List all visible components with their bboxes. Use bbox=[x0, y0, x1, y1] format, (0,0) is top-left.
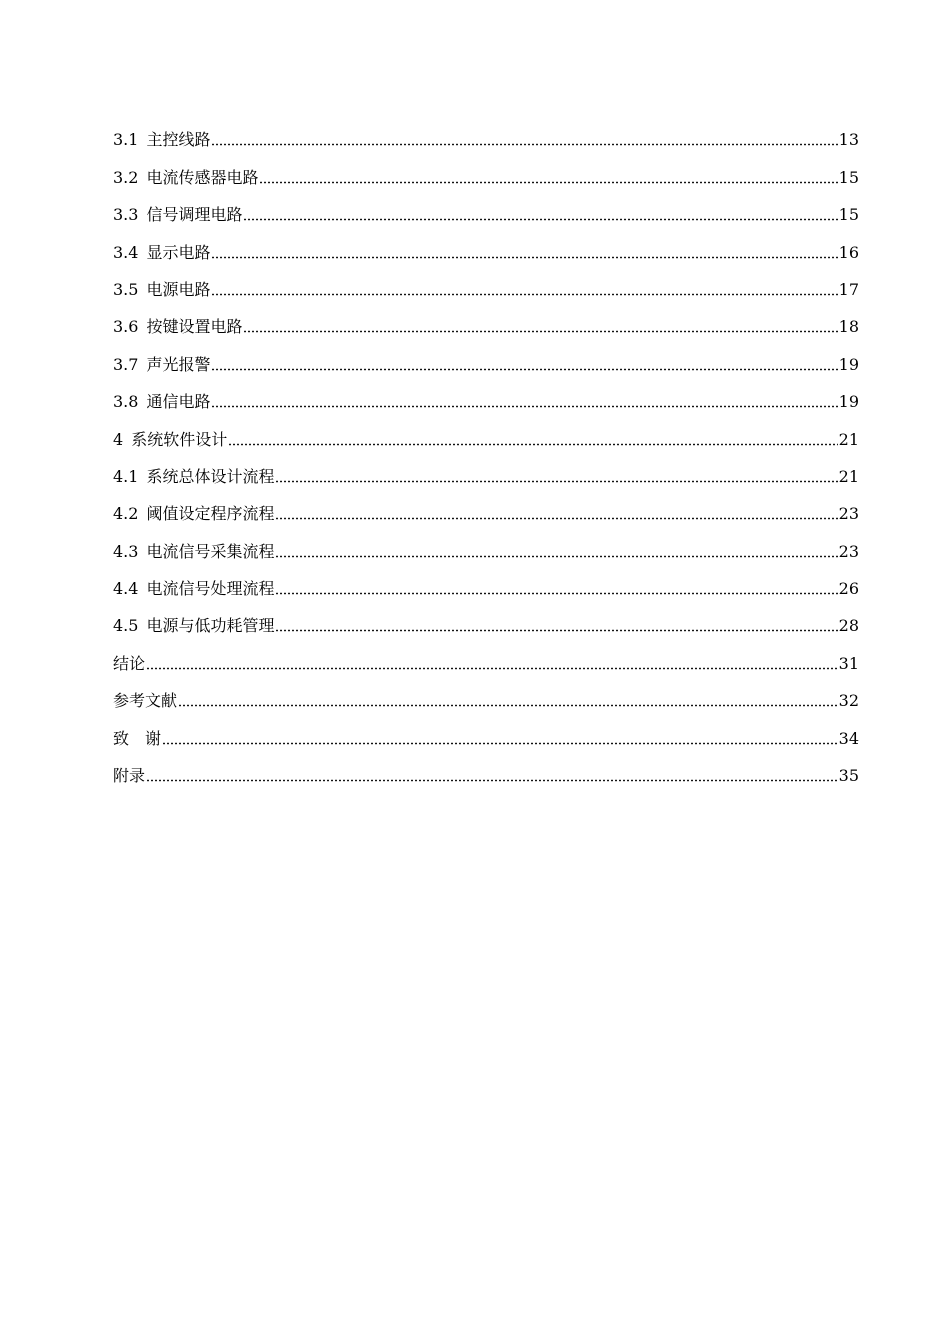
toc-entry-title: 通信电路 bbox=[146, 392, 211, 412]
toc-entry-page: 32 bbox=[838, 691, 859, 711]
toc-entry-page: 19 bbox=[838, 392, 859, 412]
toc-entry-page: 21 bbox=[838, 466, 859, 486]
toc-entry-title: 结论 bbox=[113, 653, 146, 673]
toc-entry-title: 声光报警 bbox=[146, 354, 211, 374]
toc-entry-title: 致 谢 bbox=[113, 728, 162, 748]
toc-entry-number: 3.8 bbox=[113, 392, 139, 412]
toc-dot-leader bbox=[275, 592, 837, 595]
toc-dot-leader bbox=[162, 742, 838, 745]
toc-entry-number: 4.5 bbox=[113, 616, 139, 636]
toc-entry-title: 电流信号采集流程 bbox=[146, 541, 275, 561]
toc-entry-number: 3.5 bbox=[113, 279, 139, 299]
toc-entry-title: 电源与低功耗管理 bbox=[146, 616, 275, 636]
toc-entry-title: 按键设置电路 bbox=[146, 317, 243, 337]
toc-dot-leader bbox=[211, 143, 837, 146]
toc-entry-title: 系统软件设计 bbox=[131, 429, 228, 449]
toc-dot-leader bbox=[228, 443, 837, 446]
toc-entry-title: 阈值设定程序流程 bbox=[146, 504, 275, 524]
toc-entry[interactable] bbox=[113, 711, 859, 748]
toc-entry[interactable] bbox=[113, 263, 859, 300]
toc-entry-page: 15 bbox=[838, 167, 859, 187]
toc-entry-title: 系统总体设计流程 bbox=[146, 466, 275, 486]
toc-entry-number: 3.3 bbox=[113, 205, 139, 225]
toc-entry-title: 信号调理电路 bbox=[146, 205, 243, 225]
toc-entry[interactable] bbox=[113, 375, 859, 412]
toc-entry-page: 35 bbox=[838, 766, 859, 786]
table-of-contents bbox=[113, 113, 859, 786]
toc-entry[interactable] bbox=[113, 188, 859, 225]
toc-dot-leader bbox=[211, 405, 837, 408]
toc-entry-page: 34 bbox=[838, 728, 859, 748]
toc-entry-number: 3.7 bbox=[113, 354, 139, 374]
toc-entry-page: 13 bbox=[838, 130, 859, 150]
toc-entry-page: 26 bbox=[838, 579, 859, 599]
toc-entry-number: 3.4 bbox=[113, 242, 139, 262]
toc-entry-page: 23 bbox=[838, 504, 859, 524]
toc-entry-title: 参考文献 bbox=[113, 691, 178, 711]
toc-entry[interactable] bbox=[113, 599, 859, 636]
toc-entry[interactable] bbox=[113, 636, 859, 673]
toc-entry[interactable] bbox=[113, 337, 859, 374]
toc-entry-number: 4.1 bbox=[113, 466, 139, 486]
toc-dot-leader bbox=[275, 555, 837, 558]
toc-dot-leader bbox=[275, 517, 837, 520]
toc-entry-page: 23 bbox=[838, 541, 859, 561]
toc-entry[interactable] bbox=[113, 674, 859, 711]
toc-dot-leader bbox=[146, 779, 838, 782]
toc-entry-number: 4 bbox=[113, 429, 124, 449]
toc-entry-number: 4.2 bbox=[113, 504, 139, 524]
toc-entry-page: 19 bbox=[838, 354, 859, 374]
toc-entry-page: 17 bbox=[838, 279, 859, 299]
toc-entry-number: 4.3 bbox=[113, 541, 139, 561]
toc-entry[interactable] bbox=[113, 412, 859, 449]
toc-entry-number: 3.2 bbox=[113, 167, 139, 187]
toc-dot-leader bbox=[211, 368, 837, 371]
toc-entry-number: 4.4 bbox=[113, 579, 139, 599]
toc-dot-leader bbox=[211, 256, 837, 259]
toc-dot-leader bbox=[275, 480, 837, 483]
toc-entry[interactable] bbox=[113, 225, 859, 262]
toc-entry-number: 3.6 bbox=[113, 317, 139, 337]
toc-entry-title: 显示电路 bbox=[146, 242, 211, 262]
toc-entry-page: 21 bbox=[838, 429, 859, 449]
toc-entry-page: 18 bbox=[838, 317, 859, 337]
toc-entry[interactable] bbox=[113, 150, 859, 187]
toc-entry-title: 电流信号处理流程 bbox=[146, 579, 275, 599]
toc-entry-page: 28 bbox=[838, 616, 859, 636]
toc-entry-page: 31 bbox=[838, 653, 859, 673]
toc-entry[interactable] bbox=[113, 562, 859, 599]
toc-entry-title: 电源电路 bbox=[146, 279, 211, 299]
toc-entry-title: 电流传感器电路 bbox=[146, 167, 259, 187]
toc-entry[interactable] bbox=[113, 113, 859, 150]
toc-dot-leader bbox=[259, 181, 837, 184]
toc-dot-leader bbox=[243, 218, 837, 221]
toc-entry[interactable] bbox=[113, 487, 859, 524]
toc-dot-leader bbox=[275, 629, 837, 632]
toc-entry[interactable] bbox=[113, 300, 859, 337]
toc-entry[interactable] bbox=[113, 450, 859, 487]
toc-entry-title: 主控线路 bbox=[146, 130, 211, 150]
toc-dot-leader bbox=[146, 667, 838, 670]
toc-dot-leader bbox=[211, 293, 837, 296]
toc-entry-title: 附录 bbox=[113, 766, 146, 786]
toc-entry[interactable] bbox=[113, 749, 859, 786]
toc-entry-page: 16 bbox=[838, 242, 859, 262]
toc-entry-number: 3.1 bbox=[113, 130, 139, 150]
toc-dot-leader bbox=[243, 330, 837, 333]
toc-entry[interactable] bbox=[113, 524, 859, 561]
toc-dot-leader bbox=[178, 704, 838, 707]
toc-entry-page: 15 bbox=[838, 205, 859, 225]
